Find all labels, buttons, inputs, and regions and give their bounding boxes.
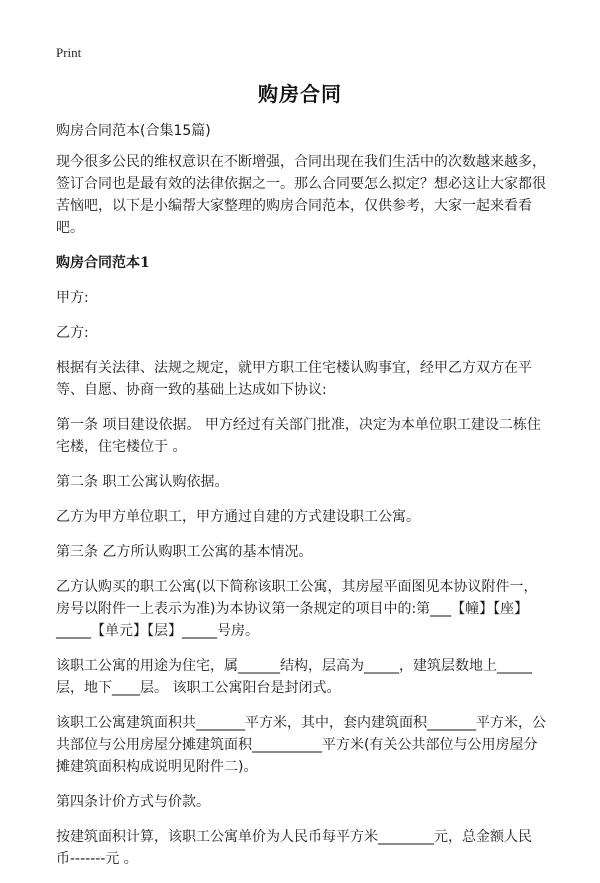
article-1: 第一条 项目建设依据。 甲方经过有关部门批准，决定为本单位职工建设二栋住宅楼，住宅楼位于 。 (56, 417, 541, 455)
article-3-heading: 第三条 乙方所认购职工公寓的基本情况。 (56, 544, 313, 560)
article-4-heading: 第四条计价方式与价款。 (56, 794, 210, 810)
section-heading: 购房合同范本1 (56, 255, 150, 271)
document-body (56, 120, 548, 883)
intro-paragraph: 现今很多公民的维权意识在不断增强，合同出现在我们生活中的次数越来越多，签订合同也是最有效的法律依据之一。那么合同要怎么拟定？想必这让大家都很苦恼吧，以下是小编帮大家整理的购房合同范本，仅供参考，大家一起来看看吧。 (56, 154, 546, 236)
agreement-preamble: 根据有关法律、法规之规定，就甲方职工住宅楼认购事宜，经甲乙方双方在平等、自愿、协商一致的基础上达成如下协议: (56, 360, 532, 398)
article-3-unit: 乙方认购买的职工公寓(以下简称该职工公寓，其房屋平面图见本协议附件一，房号以附件一上表示为准)为本协议第一条规定的项目中的:第___【幢】【座】_____【单元】【层】_____号房。 (56, 579, 538, 639)
article-4-price: 按建筑面积计算，该职工公寓单价为人民币每平方米________元，总金额人民币-------元 。 (56, 829, 532, 867)
article-2-heading: 第二条 职工公寓认购依据。 (56, 474, 229, 490)
print-link[interactable]: Print (56, 45, 82, 60)
party-b-line: 乙方: (56, 325, 89, 341)
article-2-body: 乙方为甲方单位职工，甲方通过自建的方式建设职工公寓。 (56, 509, 420, 525)
document-subtitle: 购房合同范本(合集15篇) (56, 123, 211, 139)
document-title: 购房合同 (258, 82, 342, 106)
party-a-line: 甲方: (56, 290, 89, 306)
article-3-structure: 该职工公寓的用途为住宅，属______结构，层高为_____，建筑层数地上_____层，地下____层。 该职工公寓阳台是封闭式。 (56, 658, 532, 696)
article-3-area: 该职工公寓建筑面积共_______平方米，其中，套内建筑面积_______平方米，公共部位与公用房屋分摊建筑面积__________平方米(有关公共部位与公用房屋分摊建筑面积构成说明见附件二)。 (56, 715, 546, 775)
